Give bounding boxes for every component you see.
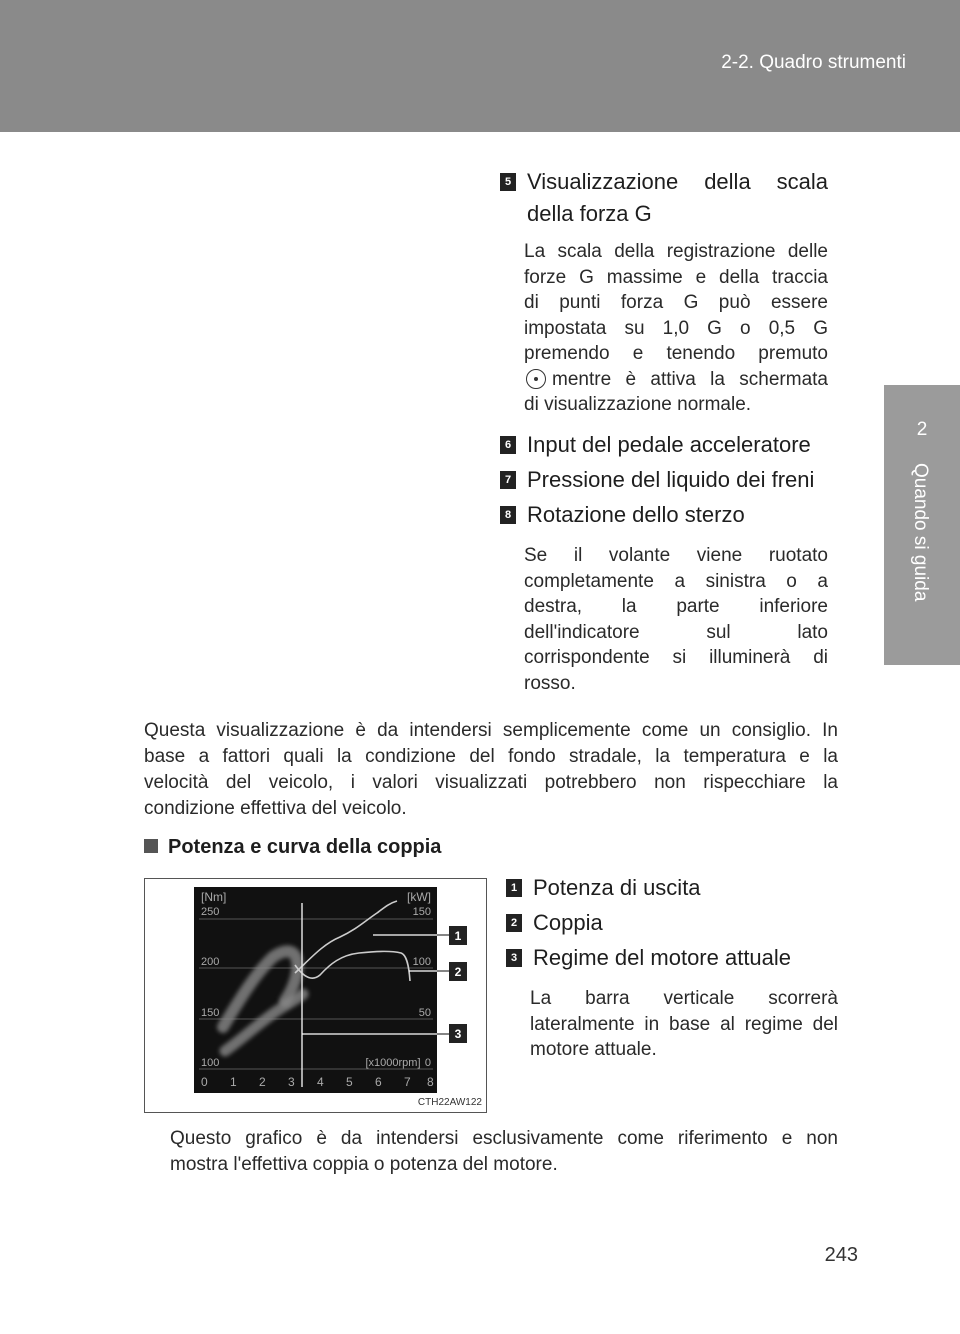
notice-line: Questa visualizzazione è da intendersi semplicemente come un consiglio. In <box>144 720 838 741</box>
right-tick: 50 <box>418 1007 431 1019</box>
body-line-with-icon <box>524 367 828 393</box>
item-1-heading <box>506 872 840 904</box>
item-8-title: Rotazione dello sterzo <box>527 502 745 527</box>
x-tick: 4 <box>317 1075 324 1089</box>
item-1-title: Potenza di uscita <box>533 875 701 900</box>
footnote-line: mostra l'effettiva coppia o potenza del motore. <box>170 1154 558 1175</box>
body-line: La scala della registrazione delle <box>524 241 828 262</box>
number-badge-2: 2 <box>506 914 522 932</box>
body-line: mentre è attiva la schermata <box>552 368 828 390</box>
chapter-number: 2 <box>916 419 928 440</box>
item-3-title: Regime del motore attuale <box>533 945 792 970</box>
section-title <box>144 836 441 859</box>
x-tick: 0 <box>201 1075 208 1089</box>
number-badge-1: 1 <box>506 879 522 897</box>
item-7-title: Pressione del liquido dei freni <box>527 467 815 492</box>
notice-line: velocità del veicolo, i valori visualizzati potrebbero non rispecchiare la <box>144 772 838 793</box>
body-line: di punti forza G può essere <box>524 292 828 313</box>
notice-line: base a fattori quali la condizione del fondo stradale, la temperatura e la <box>144 746 838 767</box>
body-line: La barra verticale scorrerà <box>530 988 838 1009</box>
left-tick: 100 <box>201 1057 220 1069</box>
callout-label-3: 3 <box>454 1027 462 1041</box>
number-badge-6: 6 <box>500 436 516 454</box>
item-5-body <box>524 239 828 418</box>
item-8-body <box>524 543 828 696</box>
footnote-paragraph <box>170 1126 838 1178</box>
body-line: rosso. <box>524 672 576 694</box>
figure-code: CTH22AW122 <box>417 1097 482 1108</box>
body-line: Se il volante viene ruotato <box>524 545 828 566</box>
item-5-title-line1: Visualizzazione della scala <box>527 169 828 194</box>
right-unit-label: [kW] <box>407 890 431 904</box>
x-tick: 1 <box>230 1075 237 1089</box>
x-tick: 8 <box>427 1075 434 1089</box>
x-tick: 2 <box>259 1075 266 1089</box>
chapter-label: Quando si guida <box>910 463 931 602</box>
right-tick: 0 <box>424 1057 431 1069</box>
body-line: di visualizzazione normale. <box>524 394 752 415</box>
number-badge-3: 3 <box>506 949 522 967</box>
item-2-title: Coppia <box>533 910 603 935</box>
item-6-title: Input del pedale acceleratore <box>527 432 811 457</box>
body-line: forze G massime e della traccia <box>524 266 828 288</box>
callout-label-2: 2 <box>454 965 462 979</box>
body-line: impostata su 1,0 G o 0,5 G <box>524 317 828 339</box>
body-line: corrispondente si illuminerà di <box>524 647 828 668</box>
right-tick: 100 <box>412 956 431 968</box>
page-number: 243 <box>824 1244 858 1266</box>
left-tick: 150 <box>201 1007 220 1019</box>
callout-label-1: 1 <box>454 929 462 943</box>
item-8-heading <box>500 499 840 531</box>
section-header: 2-2. Quadro strumenti <box>721 52 906 73</box>
body-line: dell'indicatore sul lato <box>524 621 828 643</box>
notice-paragraph <box>144 718 838 822</box>
item-3-body <box>530 986 838 1063</box>
x-unit-label: [x1000rpm] <box>365 1057 421 1069</box>
footnote-line: Questo grafico è da intendersi esclusivamente come riferimento e non <box>170 1128 838 1149</box>
left-tick: 200 <box>201 956 220 968</box>
section-title-text: Potenza e curva della coppia <box>168 836 442 858</box>
header-band <box>0 0 960 132</box>
figure-box <box>144 878 487 1113</box>
item-7-heading <box>500 464 840 496</box>
item-2-heading <box>506 907 840 939</box>
body-line: motore attuale. <box>530 1039 657 1060</box>
notice-line: condizione effettiva del veicolo. <box>144 798 407 819</box>
right-tick: 150 <box>412 906 431 918</box>
body-line: premendo e tenendo premuto <box>524 343 828 364</box>
body-line: destra, la parte inferiore <box>524 596 828 617</box>
item-3-heading <box>506 942 840 974</box>
number-badge-5: 5 <box>500 173 516 191</box>
center-button-icon <box>526 369 546 389</box>
x-tick: 5 <box>346 1075 353 1089</box>
number-badge-7: 7 <box>500 471 516 489</box>
item-6-heading <box>500 429 840 461</box>
body-line: lateralmente in base al regime del <box>530 1013 838 1035</box>
body-line: completamente a sinistra o a <box>524 570 828 592</box>
left-unit-label: [Nm] <box>201 890 227 904</box>
left-tick: 250 <box>201 906 220 918</box>
number-badge-8: 8 <box>500 506 516 524</box>
torque-power-figure <box>145 879 488 1114</box>
item-5-title-line2: della forza G <box>527 201 652 226</box>
x-tick: 7 <box>404 1075 411 1089</box>
side-tab <box>884 385 960 665</box>
bullet-square-icon <box>144 839 158 853</box>
x-tick: 3 <box>288 1075 295 1089</box>
x-tick: 6 <box>375 1075 382 1089</box>
item-5-heading <box>500 166 828 230</box>
